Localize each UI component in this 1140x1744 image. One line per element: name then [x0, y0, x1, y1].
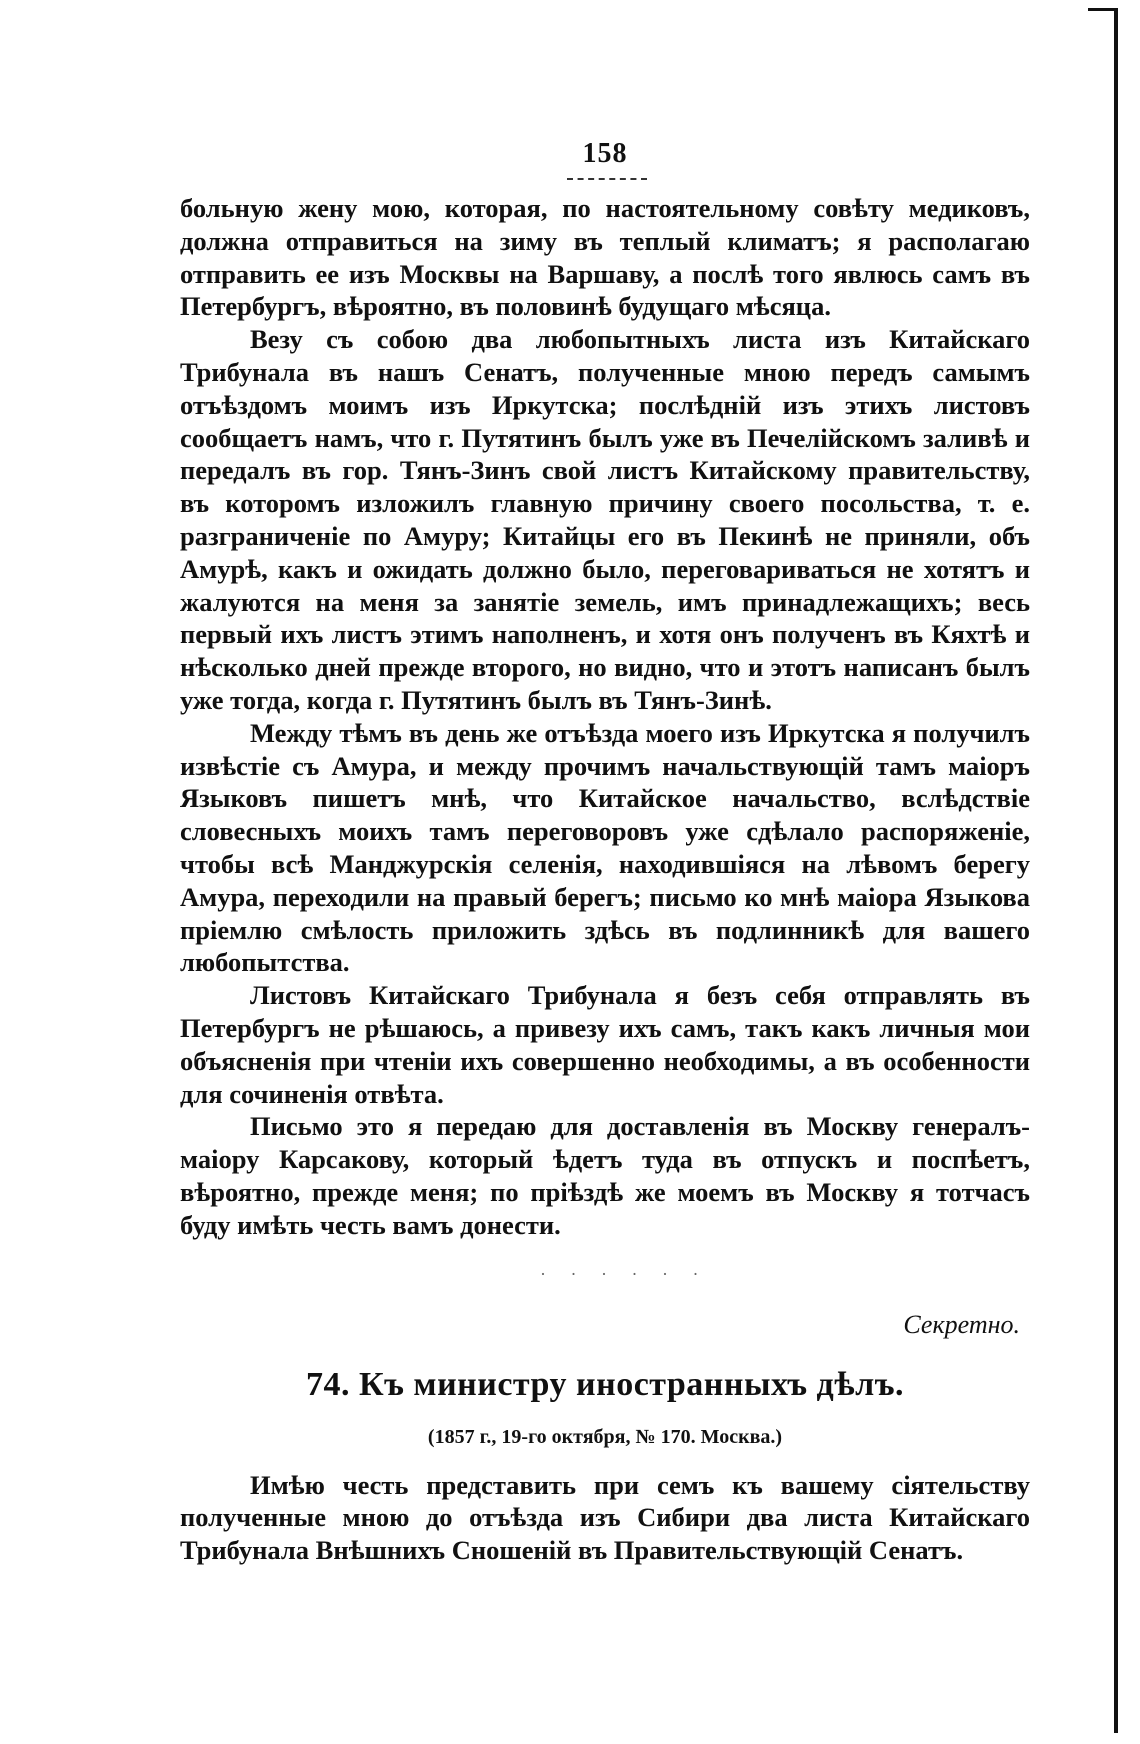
secret-label: Секретно.: [903, 1309, 1020, 1339]
paragraph-5: Письмо это я передаю для доставленія въ Москву генералъ-маіору Карсакову, который ѣдетъ туда въ отпускъ и поспѣетъ, вѣроятно, прежде меня; по пріѣздѣ же моемъ въ Москву я тотчасъ буду имѣть честь вамъ донести.: [180, 1111, 1030, 1240]
page-number: 158: [582, 138, 628, 169]
paragraph-1: больную жену мою, которая, по настоятельному совѣту медиковъ, должна отправиться на зиму въ теплый климатъ; я располагаю отправить ее изъ Москвы на Варшаву, а послѣ того явлюсь самъ въ Петербургъ, вѣроятно, въ половинѣ будущаго мѣсяца.: [180, 193, 1030, 322]
separator-dots: · · · · · ·: [540, 1263, 709, 1284]
page-edge-rule: [1114, 8, 1118, 1733]
letter-heading: 74. Къ министру иностранныхъ дѣлъ.: [305, 1365, 905, 1403]
page-body: [180, 192, 1030, 1567]
letter-body: Имѣю честь представить при семъ къ вашему сіятельству полученные мною до отъѣзда изъ Сибири два листа Китайскаго Трибунала Внѣшнихъ Сношеній въ Правительствующій Сенатъ.: [180, 1469, 1030, 1566]
page-number-underline: [567, 178, 647, 180]
paragraph-4: Листовъ Китайскаго Трибунала я безъ себя отправлять въ Петербургъ не рѣшаюсь, а привезу ихъ самъ, такъ какъ личныя мои объясненія при чтеніи ихъ совершенно необходимы, а въ особенности для сочиненія отвѣта.: [180, 980, 1030, 1109]
paragraph-3: Между тѣмъ въ день же отъѣзда моего изъ Иркутска я получилъ извѣстіе съ Амура, и между прочимъ начальствующій тамъ маіоръ Языковъ пишетъ мнѣ, что Китайское начальство, вслѣдствіе словесныхъ моихъ тамъ переговоровъ уже сдѣлало распоряженіе, чтобы всѣ Манджурскія селенія, находившіяся на лѣвомъ берегу Амура, переходили на правый берегъ; письмо ко мнѣ маіора Языкова пріемлю смѣлость приложить здѣсь въ подлинникѣ для вашего любопытства.: [180, 717, 1030, 978]
paragraph-2: Везу съ собою два любопытныхъ листа изъ Китайскаго Трибунала въ нашъ Сенатъ, полученные мною передъ самымъ отъѣздомъ моимъ изъ Иркутска; послѣдній изъ этихъ листовъ сообщаетъ намъ, что г. Путятинъ былъ уже въ Печелійскомъ заливѣ и передалъ въ гор. Тянъ-Зинъ свой листъ Китайскому правительству, въ которомъ изложилъ главную причину своего посольства, т. е. разграниченіе по Амуру; Китайцы его въ Пекинѣ не приняли, объ Амурѣ, какъ и ожидать должно было, переговариваться не хотятъ и жалуются на меня за занятіе земель, имъ принадлежащихъ; весь первый ихъ листъ этимъ наполненъ, и хотя онъ полученъ въ Кяхтѣ и нѣсколько дней прежде второго, но видно, что и этотъ написанъ былъ уже тогда, когда г. Путятинъ былъ въ Тянъ-Зинѣ.: [180, 324, 1030, 715]
letter-date-line: (1857 г., 19-го октября, № 170. Москва.): [427, 1425, 783, 1448]
section-separator: [180, 1242, 1030, 1306]
